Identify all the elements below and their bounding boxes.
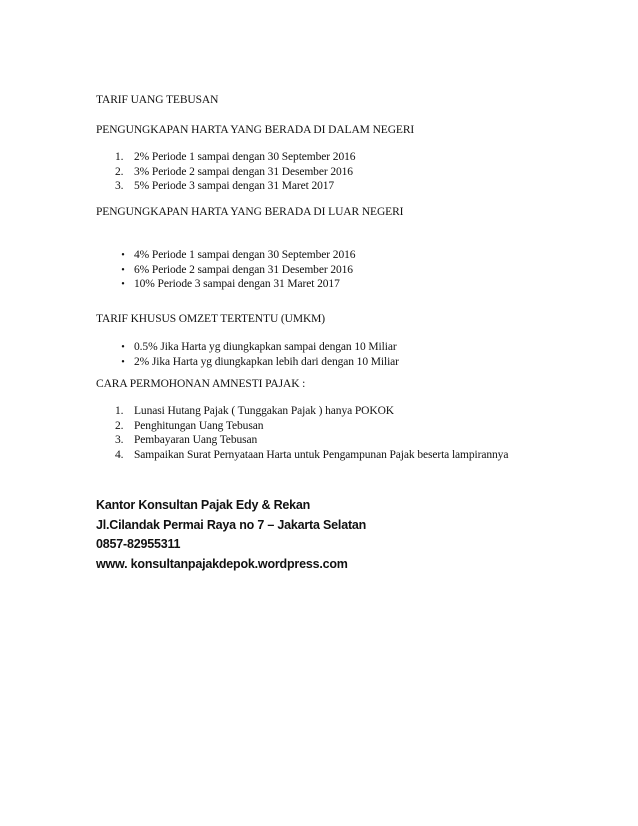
list-number: 2. <box>115 419 124 432</box>
list-number: 2. <box>115 165 124 178</box>
list-number: 1. <box>115 405 124 417</box>
list-item <box>96 340 399 355</box>
list-item <box>96 150 355 165</box>
list-item-text: 2% Jika Harta yg diungkapkan lebih dari dengan 10 Miliar <box>134 355 399 368</box>
heading-cara-permohonan: CARA PERMOHONAN AMNESTI PAJAK : <box>96 378 306 390</box>
bullet-icon: • <box>121 279 125 290</box>
heading-luar-negeri: PENGUNGKAPAN HARTA YANG BERADA DI LUAR NEGERI <box>96 206 404 218</box>
heading-tarif-uang-tebusan: TARIF UANG TEBUSAN <box>96 94 219 106</box>
list-item <box>96 433 508 448</box>
contact-block <box>96 496 366 574</box>
list-item <box>96 248 355 263</box>
website-link[interactable]: www. konsultanpajakdepok.wordpress.com <box>96 556 348 571</box>
list-dalam-negeri <box>96 150 355 194</box>
list-item-text: 10% Periode 3 sampai dengan 31 Maret 2017 <box>134 278 340 290</box>
bullet-icon: • <box>121 356 125 368</box>
list-item-text: 3% Periode 2 sampai dengan 31 Desember 2016 <box>134 165 353 178</box>
list-item-text: 4% Periode 1 sampai dengan 30 September 2016 <box>134 249 356 261</box>
list-item <box>96 263 355 278</box>
list-item-text: 6% Periode 2 sampai dengan 31 Desember 2016 <box>134 263 353 276</box>
list-item <box>96 419 508 434</box>
bullet-icon: • <box>121 250 125 261</box>
list-luar-negeri <box>96 248 355 292</box>
list-item-text: Penghitungan Uang Tebusan <box>134 419 264 432</box>
list-item-text: 5% Periode 3 sampai dengan 31 Maret 2017 <box>134 180 335 192</box>
list-cara-permohonan <box>96 404 508 462</box>
list-item-text: Sampaikan Surat Pernyataan Harta untuk Pengampunan Pajak beserta lampirannya <box>134 448 509 461</box>
bullet-icon: • <box>121 264 125 276</box>
list-item <box>96 165 355 180</box>
list-item-text: 0.5% Jika Harta yg diungkapkan sampai dengan 10 Miliar <box>134 341 397 353</box>
list-item <box>96 179 355 194</box>
heading-dalam-negeri: PENGUNGKAPAN HARTA YANG BERADA DI DALAM NEGERI <box>96 124 415 136</box>
list-item <box>96 448 508 463</box>
list-number: 4. <box>115 448 124 461</box>
office-name: Kantor Konsultan Pajak Edy & Rekan <box>96 498 311 512</box>
list-item-text: Lunasi Hutang Pajak ( Tunggakan Pajak ) hanya POKOK <box>134 405 395 417</box>
bullet-icon: • <box>121 342 125 353</box>
list-umkm <box>96 340 399 369</box>
list-item-text: Pembayaran Uang Tebusan <box>134 434 258 446</box>
list-number: 3. <box>115 434 124 446</box>
office-address: Jl.Cilandak Permai Raya no 7 – Jakarta Selatan <box>96 517 367 532</box>
list-item <box>96 277 355 292</box>
list-number: 1. <box>115 151 124 163</box>
list-item <box>96 404 508 419</box>
list-item-text: 2% Periode 1 sampai dengan 30 September 2016 <box>134 151 356 163</box>
heading-umkm: TARIF KHUSUS OMZET TERTENTU (UMKM) <box>96 313 326 325</box>
phone-number: 0857-82955311 <box>96 537 181 551</box>
list-item <box>96 355 399 370</box>
list-number: 3. <box>115 180 124 192</box>
